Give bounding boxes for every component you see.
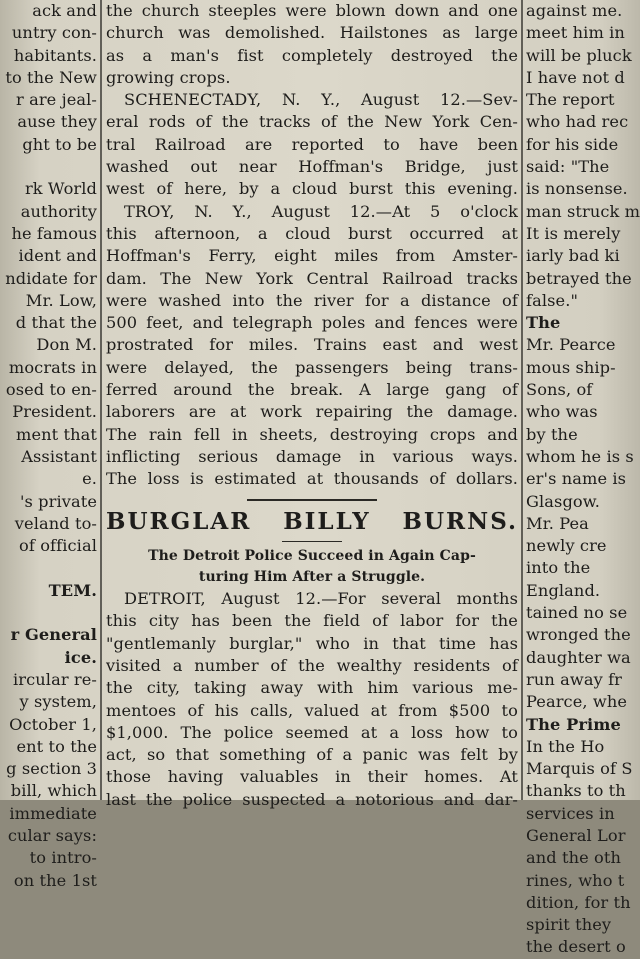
- text-line: those having valuables in their homes. At: [106, 767, 518, 787]
- text-line: is nonsense.: [526, 179, 628, 199]
- text-line: osed to en-: [5, 380, 97, 400]
- column-rule: [100, 0, 102, 800]
- text-line: west of here, by a cloud burst this evening.: [106, 179, 518, 199]
- right-column: [526, 0, 640, 957]
- text-line: were delayed, the passengers being trans-: [106, 357, 518, 377]
- text-line: ident and: [18, 246, 97, 266]
- text-line: Hoffman's Ferry, eight miles from Amster-: [106, 246, 518, 266]
- article-troy: [106, 201, 518, 491]
- text-line: It is merely: [526, 223, 621, 243]
- text-line: against me.: [526, 1, 623, 20]
- text-line: ndidate for: [5, 268, 97, 288]
- text-line: on the 1st: [13, 870, 97, 890]
- middle-column: [106, 0, 518, 809]
- text-line: this afternoon, a cloud burst occurred at: [106, 223, 518, 243]
- text-line: England.: [526, 580, 601, 600]
- text-line: The loss is estimated at thousands of dollars.: [106, 469, 518, 489]
- text-line: Mr. Pearce: [526, 335, 616, 355]
- text-line: DETROIT, August 12.—For several months: [124, 589, 518, 609]
- text-line: by the: [526, 424, 578, 444]
- text-line: er's name is: [526, 469, 627, 489]
- text-line: I have not d: [526, 67, 625, 87]
- text-line: into the: [526, 558, 591, 578]
- text-line: and the oth: [526, 848, 622, 868]
- text-line: Don M.: [36, 335, 97, 355]
- text-line: the city, taking away with him various me-: [106, 678, 518, 698]
- text-line: wronged the: [526, 625, 631, 645]
- text-line: d that the: [15, 313, 97, 333]
- text-line: the church steeples were blown down and one: [106, 1, 518, 20]
- text-line: Glasgow.: [526, 491, 601, 511]
- text-line: church was demolished. Hailstones as large: [106, 23, 518, 43]
- text-line: ack and: [32, 1, 97, 20]
- text-line: bill, which: [10, 781, 97, 801]
- text-line: who had rec: [526, 112, 629, 132]
- text-line: washed out near Hoffman's Bridge, just: [106, 157, 518, 177]
- text-line: dam. The New York Central Railroad tracks: [106, 268, 518, 288]
- text-line: ferred around the break. A large gang of: [106, 380, 518, 400]
- text-line: mentoes of his calls, valued at from $500 to: [106, 700, 518, 720]
- text-line: e.: [82, 469, 97, 489]
- text-line: The Prime: [526, 714, 621, 734]
- text-line: dition, for th: [526, 892, 631, 912]
- text-line: betrayed the: [526, 268, 632, 288]
- text-line: prostrated for miles. Trains east and west: [106, 335, 518, 355]
- text-line: mous ship-: [526, 357, 616, 377]
- article-burglar-body: [106, 588, 518, 811]
- text-line: for his side: [526, 134, 619, 154]
- text-line: services in: [526, 803, 615, 823]
- headline-divider: [282, 541, 342, 543]
- text-line: visited a number of the wealthy residents of: [106, 655, 518, 675]
- text-line: President.: [12, 402, 97, 422]
- text-line: run away fr: [526, 669, 623, 689]
- text-line: daughter wa: [526, 647, 631, 667]
- text-line: ice.: [64, 647, 97, 667]
- text-line: Mr. Pea: [526, 513, 589, 533]
- text-line: SCHENECTADY, N. Y., August 12.—Sev-: [124, 90, 518, 110]
- text-line: laborers are at work repairing the damage.: [106, 402, 518, 422]
- text-line: Sons, of: [526, 380, 593, 400]
- text-line: act, so that something of a panic was felt by: [106, 745, 518, 765]
- text-line: Mr. Low,: [25, 290, 97, 310]
- article-schenectady: [106, 89, 518, 200]
- text-line: tained no se: [526, 603, 628, 623]
- article-storm-continuation: [106, 0, 518, 89]
- text-line: were washed into the river for a distance of: [106, 290, 518, 310]
- text-line: Pearce, whe: [526, 692, 628, 712]
- text-line: ment that: [16, 424, 97, 444]
- text-line: In the Ho: [526, 736, 605, 756]
- column-rule: [521, 0, 523, 800]
- text-line: said: "The: [526, 157, 610, 177]
- text-line: [0, 557, 97, 579]
- text-line: tral Railroad are reported to have been: [106, 134, 518, 154]
- text-line: false.": [526, 290, 578, 310]
- text-line: who was: [526, 402, 598, 422]
- text-line: TROY, N. Y., August 12.—At 5 o'clock: [124, 201, 518, 221]
- text-line: eral rods of the tracks of the New York Cen-: [106, 112, 518, 132]
- text-line: whom he is s: [526, 446, 634, 466]
- text-line: spirit they: [526, 915, 612, 935]
- text-line: untry con-: [11, 23, 97, 43]
- text-line: growing crops.: [106, 67, 231, 87]
- text-line: The report: [526, 90, 615, 110]
- text-line: 's private: [19, 491, 97, 511]
- text-line: this city has been the field of labor for the: [106, 611, 518, 631]
- text-line: meet him in: [526, 23, 625, 43]
- text-line: habitants.: [13, 45, 97, 65]
- text-line: 500 feet, and telegraph poles and fences were: [106, 313, 518, 333]
- text-line: $1,000. The police seemed at a loss how to: [106, 722, 518, 742]
- text-line: iarly bad ki: [526, 246, 620, 266]
- text-line: October 1,: [9, 714, 97, 734]
- text-line: ght to be: [22, 134, 97, 154]
- text-line: General Lor: [526, 825, 626, 845]
- text-line: authority: [20, 201, 97, 221]
- text-line: ircular re-: [12, 669, 97, 689]
- text-line: ause they: [17, 112, 97, 132]
- text-line: as a man's fist completely destroyed the: [106, 45, 518, 65]
- section-divider: [247, 499, 377, 501]
- text-line: [0, 602, 97, 624]
- text-line: to the New: [5, 67, 97, 87]
- text-line: Marquis of S: [526, 759, 633, 779]
- text-line: r General: [10, 625, 97, 645]
- text-line: r are jeal-: [16, 90, 97, 110]
- text-line: cular says:: [7, 825, 97, 845]
- left-column: [0, 0, 97, 890]
- text-line: immediate: [9, 803, 97, 823]
- text-line: veland to-: [14, 513, 97, 533]
- text-line: "gentlemanly burglar," who in that time has: [106, 633, 518, 653]
- text-line: he famous: [11, 223, 97, 243]
- text-line: man struck m: [526, 201, 640, 221]
- text-line: y system,: [19, 692, 97, 712]
- text-line: The: [526, 313, 561, 333]
- text-line: last the police suspected a notorious and dar-: [106, 789, 518, 809]
- text-line: g section 3: [6, 759, 97, 779]
- text-line: rines, who t: [526, 870, 625, 890]
- text-line: TEM.: [48, 580, 97, 600]
- text-line: inflicting serious damage in various ways.: [106, 446, 518, 466]
- text-line: [0, 156, 97, 178]
- text-line: the desert o: [526, 937, 626, 957]
- text-line: Assistant: [21, 446, 97, 466]
- text-line: of official: [19, 536, 97, 556]
- text-line: thanks to th: [526, 781, 626, 801]
- text-line: will be pluck: [526, 45, 632, 65]
- headline-burglar-billy-burns: BURGLAR BILLY BURNS.: [106, 507, 518, 535]
- text-line: The rain fell in sheets, destroying crops and: [106, 424, 518, 444]
- text-line: newly cre: [526, 536, 607, 556]
- text-line: ent to the: [16, 736, 97, 756]
- subheadline: The Detroit Police Succeed in Again Cap-: [148, 548, 476, 565]
- text-line: to intro-: [29, 848, 97, 868]
- subheadline: turing Him After a Struggle.: [198, 569, 426, 586]
- text-line: mocrats in: [8, 357, 97, 377]
- text-line: rk World: [24, 179, 97, 199]
